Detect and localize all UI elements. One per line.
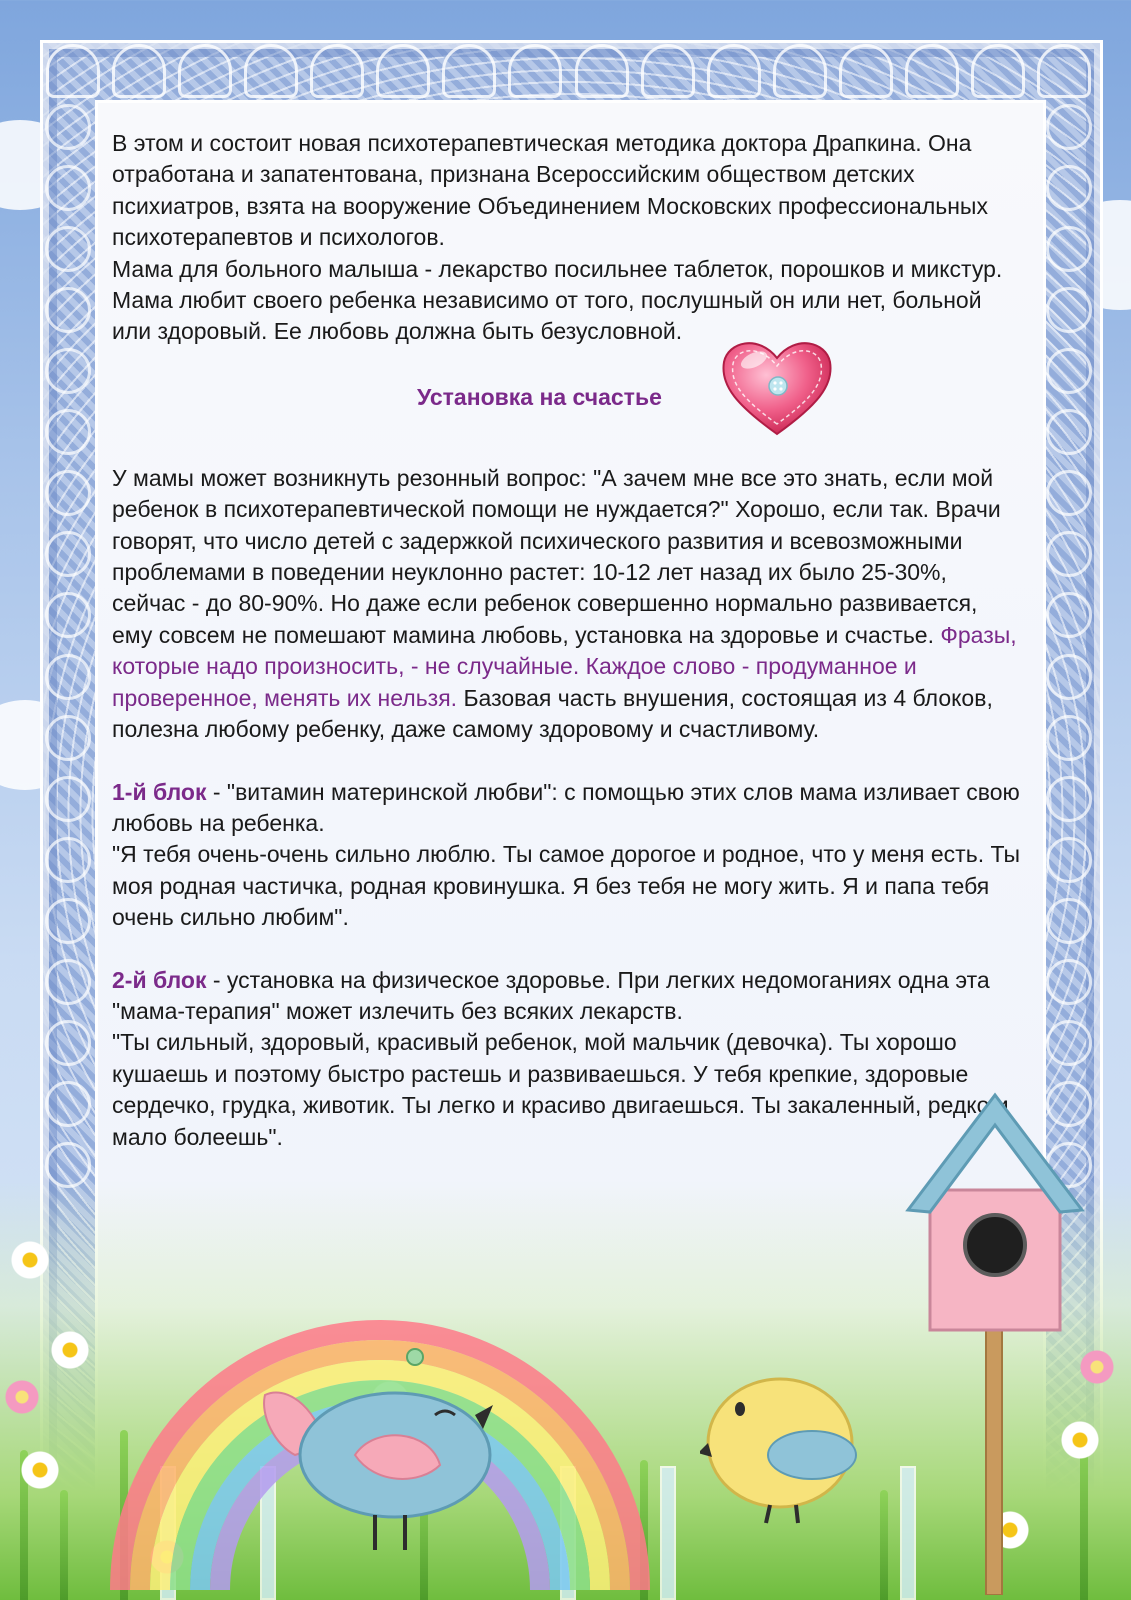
lace-top-border <box>40 44 1097 100</box>
daisy-flower <box>50 1330 90 1370</box>
birdhouse-illustration <box>900 1090 1085 1595</box>
pink-flower <box>1080 1350 1114 1384</box>
block2-quote: "Ты сильный, здоровый, красивый ребенок, мой мальчик (девочка). Ты хорошо кушаешь и поэтому быстро растешь и развиваешься. У тебя крепкие, здоровые сердечко, грудка, животик. Ты легко и красиво двигаешься. Ты закаленный, редко и мало болеешь". <box>112 1029 1009 1150</box>
pink-flower <box>5 1380 39 1414</box>
block1-description: - "витамин материнской любви": с помощью этих слов мама изливает свою любовь на ребенка. <box>112 778 1020 836</box>
lace-left-border <box>40 96 96 1196</box>
block2-label: 2-й блок <box>112 966 207 993</box>
heading-row <box>112 348 1022 463</box>
grass-blade <box>880 1490 888 1600</box>
fence-post <box>660 1466 676 1600</box>
daisy-flower <box>20 1450 60 1490</box>
heart-button-icon <box>718 334 836 438</box>
daisy-flower <box>10 1240 50 1280</box>
article-content <box>112 128 1022 1153</box>
block2-paragraph <box>112 965 1022 1028</box>
paragraph-method: В этом и состоит новая психотерапевтическая методика доктора Драпкина. Она отработана и запатентована, признана Всероссийским обществом детских психиатров, взята на вооружение Объединением Московских профессиональных психотерапевтов и психологов. <box>112 130 988 251</box>
highlight-text: Фразы, которые надо произносить, - не случайные. Каждое слово - продуманное и проверенное, менять их нельзя. <box>112 621 1017 711</box>
block1-label: 1-й блок <box>112 778 207 805</box>
intro-text: У мамы может возникнуть резонный вопрос: "А зачем мне все это знать, если мой ребенок в психотерапевтической помощи не нуждается?" Хорошо, если так. Врачи говорят, что число детей с задержкой психического развития и всевозможными проблемами в поведении неуклонно растет: 10-12 лет назад их было 25-30%, сейчас - до 80-90%. Но даже если ребенок совершенно нормально развивается, ему совсем не помешают мамина любовь, установка на здоровье и счастье. <box>112 464 1001 648</box>
block2-description: - установка на физическое здоровье. При легких недомоганиях одна эта "мама-терапия" может излечить без всяких лекарств. <box>112 966 990 1024</box>
section-heading: Установка на счастье <box>417 383 662 410</box>
block1-paragraph <box>112 777 1022 840</box>
after-highlight-text: Базовая часть внушения, состоящая из 4 блоков, полезна любому ребенку, даже самому здоровому и счастливому. <box>112 684 993 743</box>
yellow-chick-illustration <box>700 1365 880 1525</box>
block1-quote: "Я тебя очень-очень сильно люблю. Ты самое дорогое и родное, что у меня есть. Ты моя родная частичка, родная кровинушка. Я без тебя не могу жить. Я и папа тебя очень сильно любим". <box>112 841 1021 931</box>
blue-bird-illustration <box>255 1345 495 1560</box>
lace-right-border <box>1041 96 1097 1196</box>
grass-blade <box>60 1490 68 1600</box>
paragraph-mother: Мама для больного малыша - лекарство посильнее таблеток, порошков и микстур. Мама любит своего ребенка независимо от того, послушный он или нет, больной или здоровый. Ее любовь должна быть безусловной. <box>112 255 1003 345</box>
paragraph-intro <box>112 463 1022 746</box>
